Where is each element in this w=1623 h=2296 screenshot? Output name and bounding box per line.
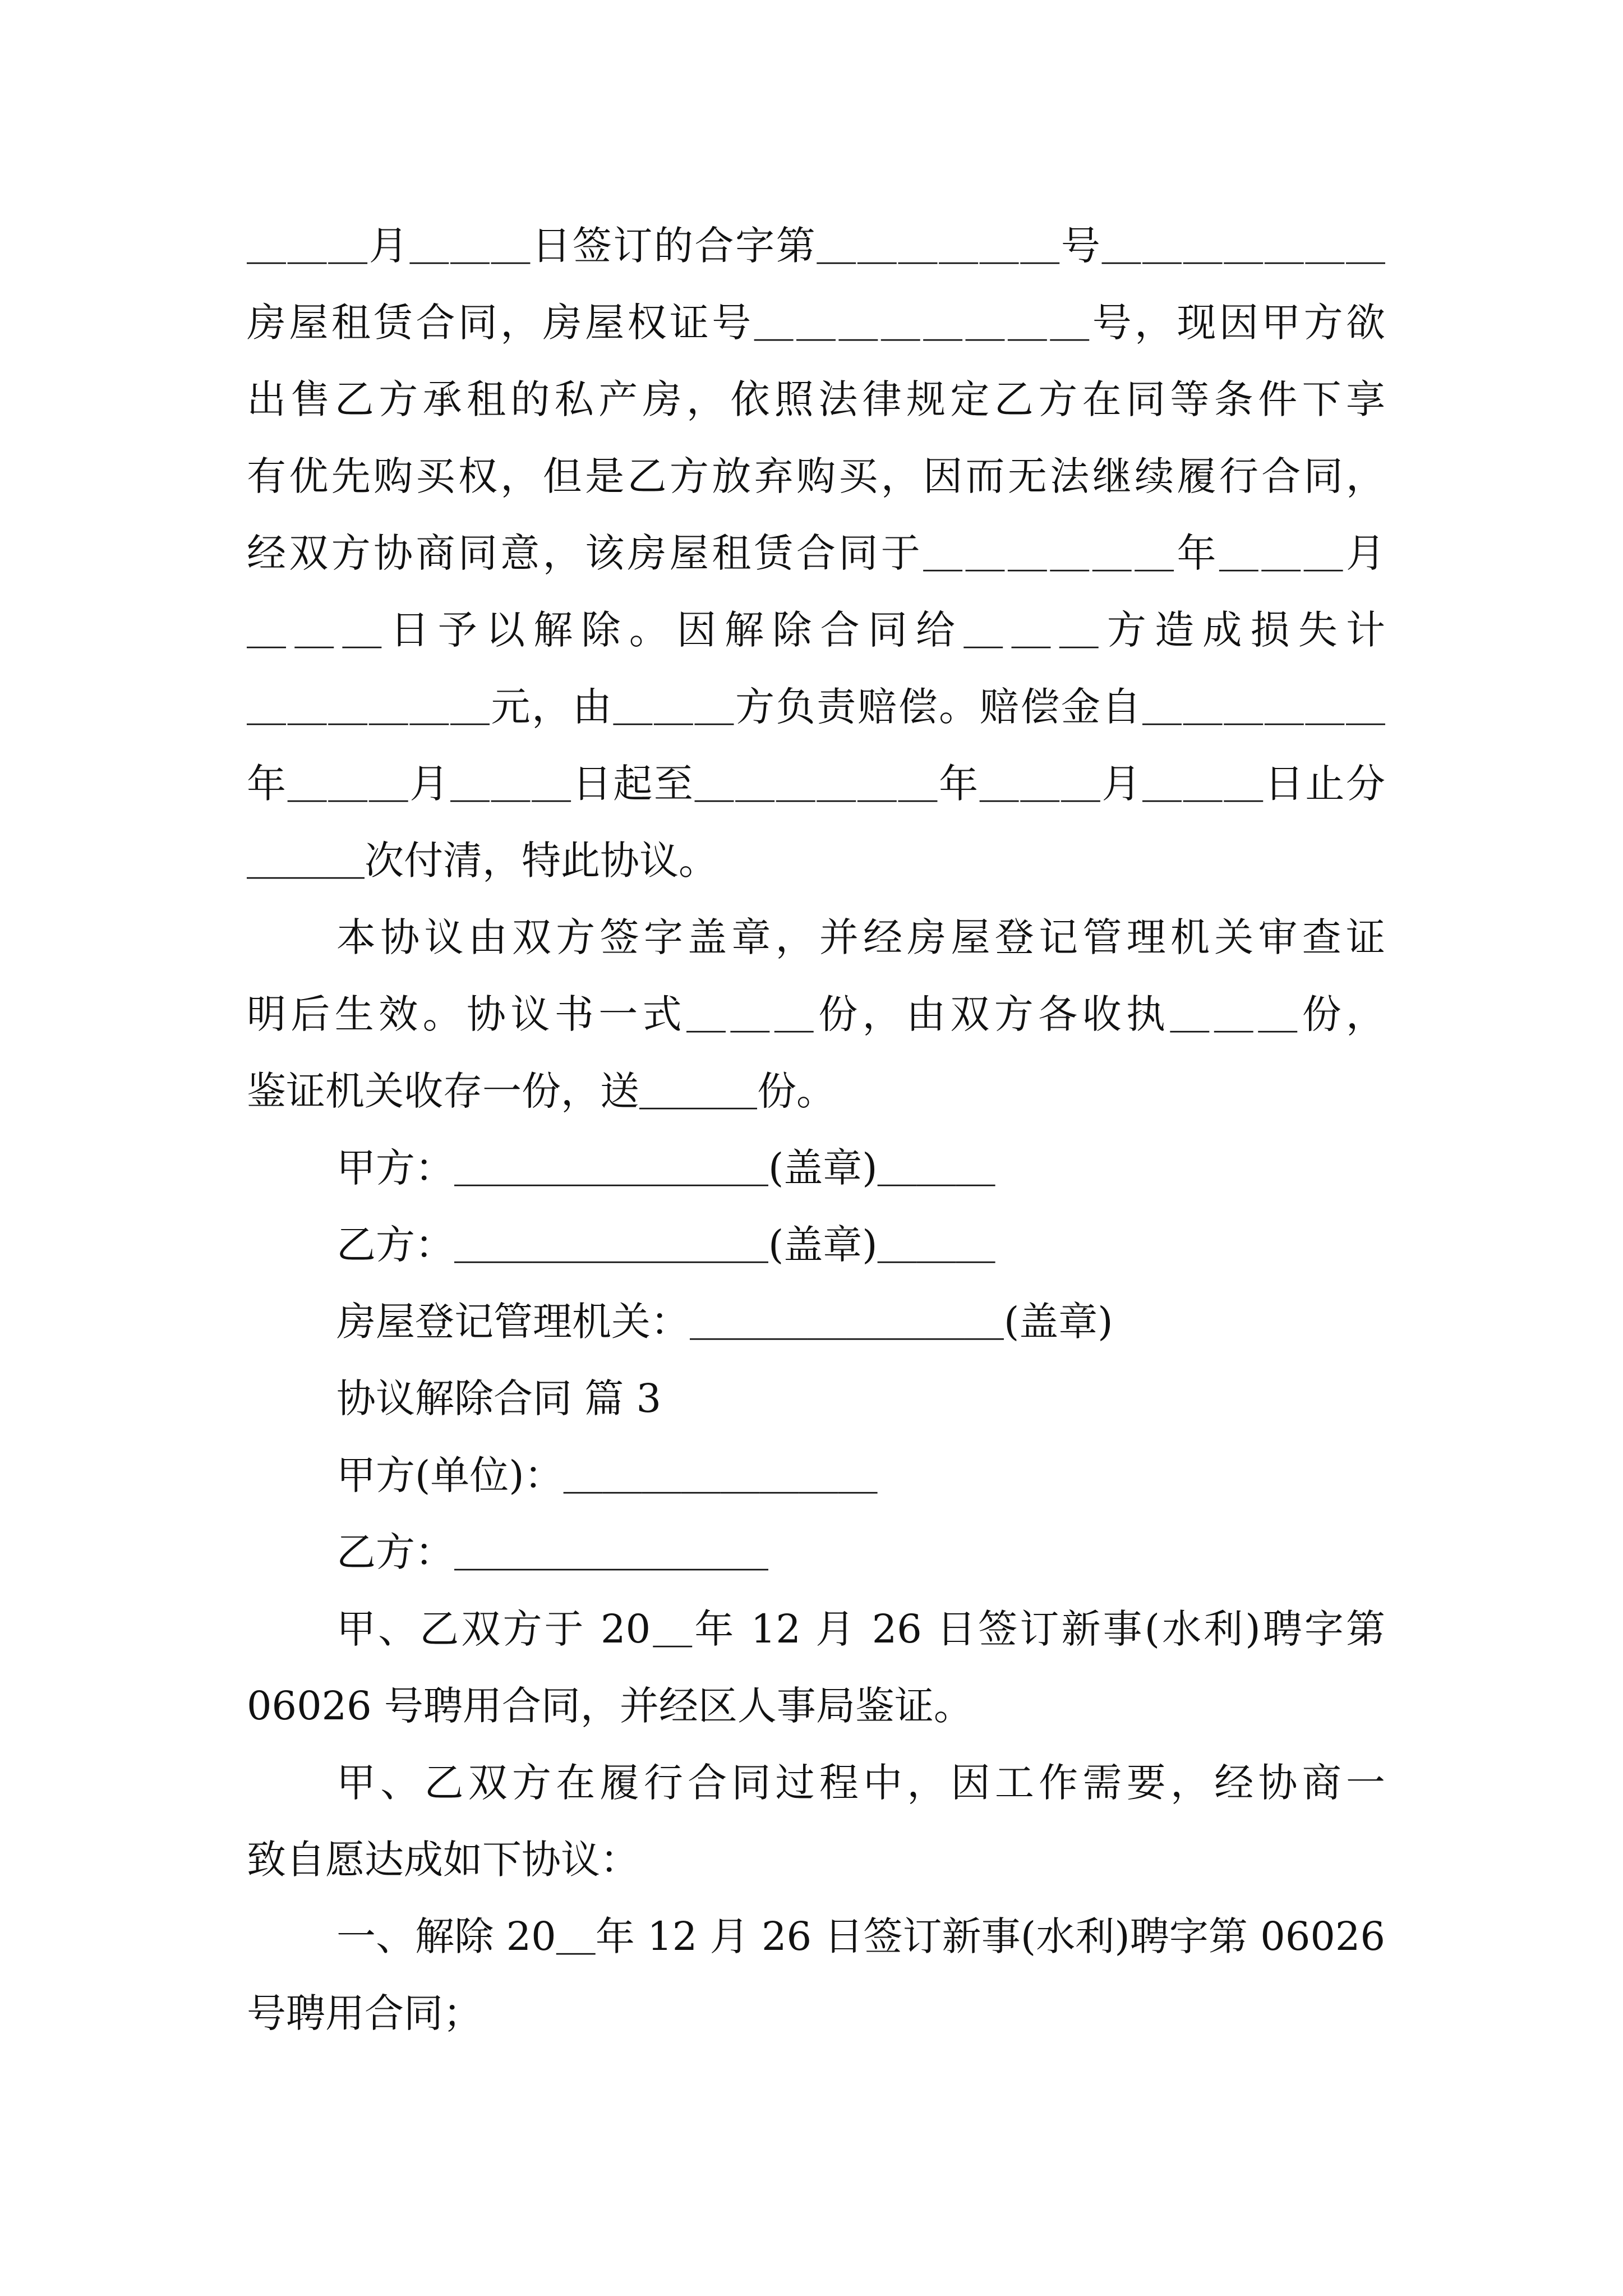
text-line-1: ＿＿＿月＿＿＿日签订的合字第＿＿＿＿＿＿号＿＿＿＿＿＿＿	[247, 223, 1385, 269]
section-heading: 协议解除合同 篇 3	[336, 1375, 662, 1421]
text-line-23: 一、解除 20＿年 12 月 26 日签订新事(水利)聘字第 06026	[336, 1913, 1385, 1959]
text-line-2: 房屋租赁合同，房屋权证号＿＿＿＿＿＿＿＿号，现因甲方欲	[247, 300, 1385, 346]
party-a-unit-line: 甲方(单位)：＿＿＿＿＿＿＿＿	[336, 1452, 878, 1498]
party-b-line: 乙方：＿＿＿＿＿＿＿＿	[336, 1529, 768, 1575]
text-line-6: ＿＿＿日予以解除。因解除合同给＿＿＿方造成损失计	[247, 607, 1385, 653]
text-line-22: 致自愿达成如下协议：	[247, 1837, 639, 1883]
text-line-24: 号聘用合同；	[247, 1990, 482, 2036]
text-line-5: 经双方协商同意，该房屋租赁合同于＿＿＿＿＿＿年＿＿＿月	[247, 530, 1385, 576]
document-body	[247, 208, 1385, 2052]
text-line-12: 鉴证机关收存一份，送＿＿＿份。	[247, 1068, 836, 1114]
text-line-21: 甲、乙双方在履行合同过程中，因工作需要，经协商一	[336, 1760, 1385, 1806]
text-line-9: ＿＿＿次付清，特此协议。	[247, 838, 718, 884]
text-line-7: ＿＿＿＿＿＿元，由＿＿＿方负责赔偿。赔偿金自＿＿＿＿＿＿	[247, 684, 1385, 730]
text-line-11: 明后生效。协议书一式＿＿＿份，由双方各收执＿＿＿份，	[247, 991, 1385, 1037]
text-line-10: 本协议由双方签字盖章，并经房屋登记管理机关审查证	[336, 914, 1385, 960]
party-a-signature-line: 甲方：＿＿＿＿＿＿＿＿(盖章)＿＿＿	[336, 1145, 995, 1191]
text-line-19: 甲、乙双方于 20＿年 12 月 26 日签订新事(水利)聘字第	[336, 1606, 1385, 1652]
registry-signature-line: 房屋登记管理机关：＿＿＿＿＿＿＿＿(盖章)	[336, 1299, 1113, 1345]
text-line-4: 有优先购买权，但是乙方放弃购买，因而无法继续履行合同，	[247, 453, 1385, 499]
text-line-20: 06026 号聘用合同，并经区人事局鉴证。	[247, 1683, 973, 1729]
text-line-3: 出售乙方承租的私产房，依照法律规定乙方在同等条件下享	[247, 376, 1385, 422]
party-b-signature-line: 乙方：＿＿＿＿＿＿＿＿(盖章)＿＿＿	[336, 1222, 995, 1268]
text-line-8: 年＿＿＿月＿＿＿日起至＿＿＿＿＿＿年＿＿＿月＿＿＿日止分	[247, 761, 1385, 807]
